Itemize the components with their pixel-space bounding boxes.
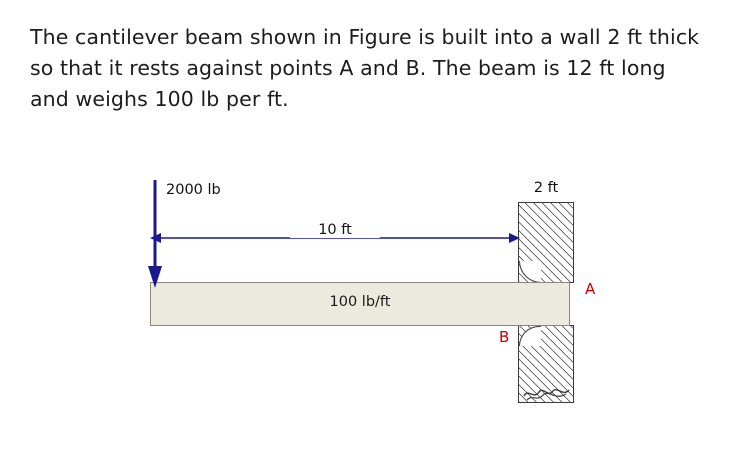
support-a-label: A	[585, 280, 596, 298]
wall-thickness-label: 2 ft	[533, 180, 559, 196]
beam-diagram	[0, 160, 735, 440]
point-load-arrow-icon	[145, 180, 165, 290]
distributed-load-label: 100 lb/ft	[329, 294, 391, 310]
support-b-label: B	[499, 328, 510, 346]
problem-statement: The cantilever beam shown in Figure is built into a wall 2 ft thick so that it rests against points A and B. The beam is 12 ft long and weighs 100 lb per ft.	[30, 25, 700, 111]
ground-hatch-icon	[522, 382, 572, 402]
point-load-label: 2000 lb	[166, 182, 221, 198]
span-dimension-label: 10 ft	[290, 222, 380, 238]
